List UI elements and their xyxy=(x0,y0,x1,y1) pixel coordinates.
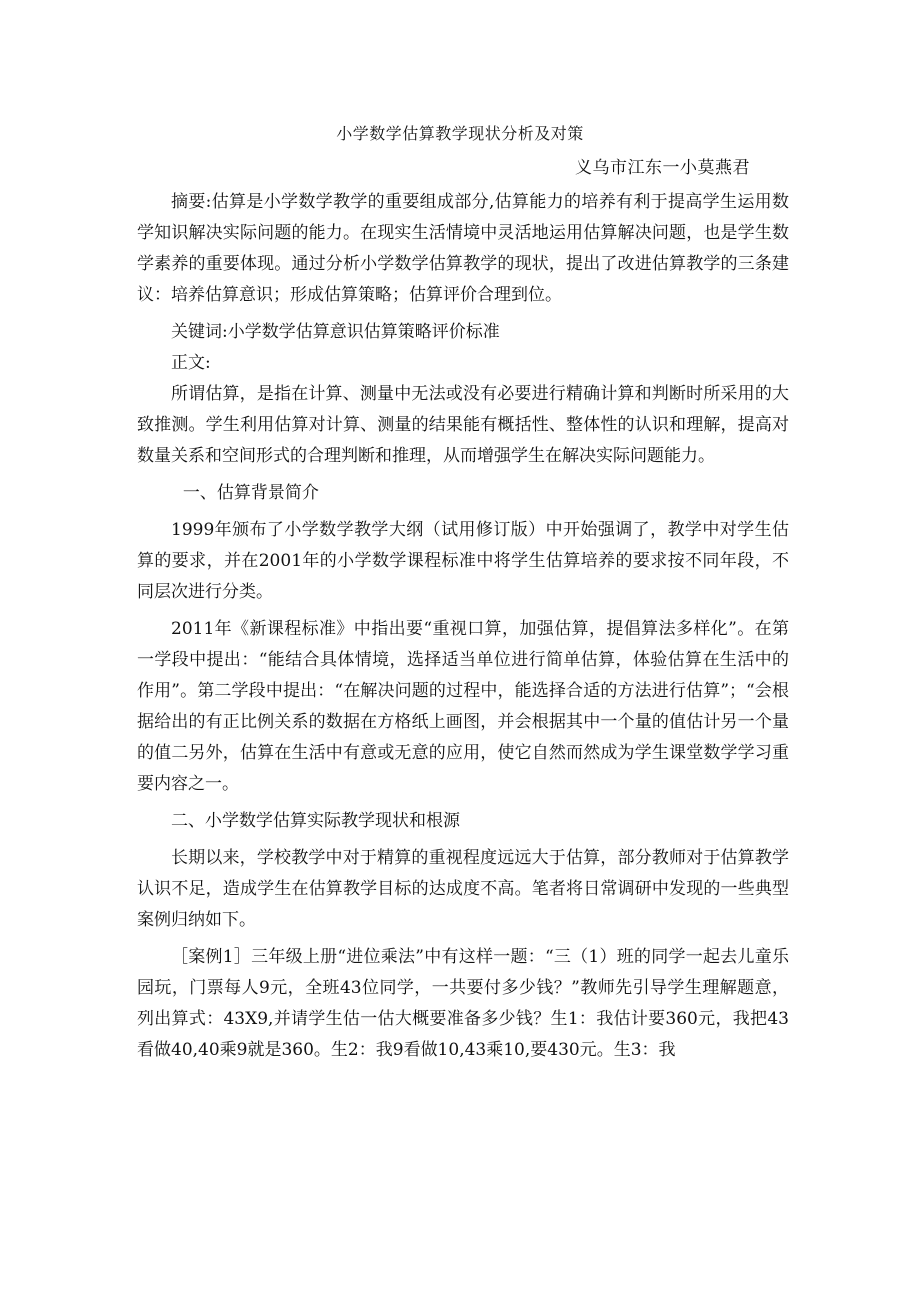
case-paragraph: ［案例1］三年级上册“进位乘法”中有这样一题：“三（1）班的同学一起去儿童乐园玩，门票每人9元，全班43位同学，一共要付多少钱？”教师先引导学生理解题意，列出算式：43X9,并请学生估一估大概要准备多少钱？生1：我估计要360元，我把43看做40,40乘9就是360。生2：我9看做10,43乘10,要430元。生3：我 xyxy=(137,947,789,1060)
abstract-paragraph: 摘要:估算是小学数学教学的重要组成部分,估算能力的培养有利于提高学生运用数学知识解决实际问题的能力。在现实生活情境中灵活地运用估算解决问题，也是学生数学素养的重要体现。通过分析小学数学估算教学的现状，提出了改进估算教学的三条建议：培养估算意识；形成估算策略；估算评价合理到位。 xyxy=(137,192,789,305)
body-paragraph: 1999年颁布了小学数学教学大纲（试用修订版）中开始强调了，教学中对学生估算的要求，并在2001年的小学数学课程标准中将学生估算培养的要求按不同年段，不同层次进行分类。 xyxy=(137,520,789,602)
keywords-paragraph: 关键词:小学数学估算意识估算策略评价标准 xyxy=(171,322,500,342)
body-paragraph: 长期以来，学校教学中对于精算的重视程度远远大于估算，部分教师对于估算教学认识不足，造成学生在估算教学目标的达成度不高。笔者将日常调研中发现的一些典型案例归纳如下。 xyxy=(137,848,789,930)
section-heading-1: 一、估算背景简介 xyxy=(182,483,319,503)
body-paragraph: 所谓估算，是指在计算、测量中无法或没有必要进行精确计算和判断时所采用的大致推测。学生利用估算对计算、测量的结果能有概括性、整体性的认识和理解，提高对数量关系和空间形式的合理判断和推理，从而增强学生在解决实际问题能力。 xyxy=(137,384,789,466)
body-label: 正文: xyxy=(171,353,211,373)
document-body xyxy=(137,187,789,1066)
section-heading-2: 二、小学数学估算实际教学现状和根源 xyxy=(171,811,460,831)
document-title: 小学数学估算教学现状分析及对策 xyxy=(336,124,584,143)
body-paragraph: 2011年《新课程标准》中指出要“重视口算，加强估算，提倡算法多样化”。在第一学段中提出：“能结合具体情境，选择适当单位进行简单估算，体验估算在生活中的作用”。第二学段中提出：“在解决问题的过程中，能选择合适的方法进行估算”；“会根据给出的有正比例关系的数据在方格纸上画图，并会根据其中一个量的值估计另一个量的值二另外，估算在生活中有意或无意的应用，使它自然而然成为学生课堂数学学习重要内容之一。 xyxy=(137,619,789,794)
document-author: 义乌市江东一小莫燕君 xyxy=(575,158,750,178)
